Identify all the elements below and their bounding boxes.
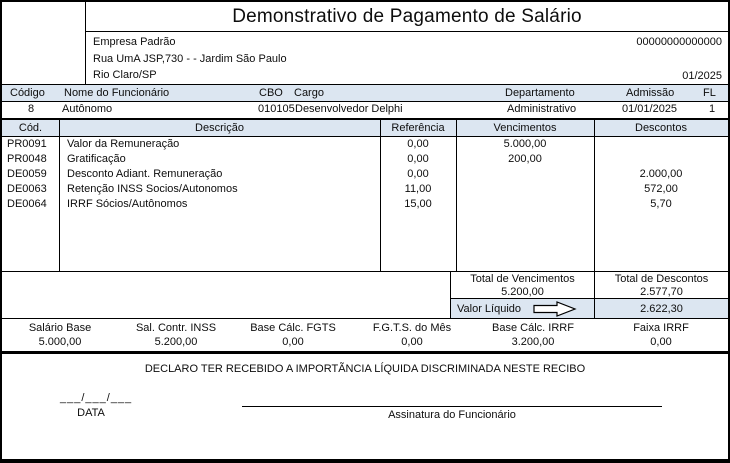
summary-label: Sal. Contr. INSS bbox=[135, 322, 217, 334]
summary-label: F.G.T.S. do Mês bbox=[372, 322, 452, 334]
item-earning bbox=[456, 182, 594, 197]
summary-value: 0,00 bbox=[401, 336, 423, 348]
employee-departamento: Administrativo bbox=[507, 103, 577, 115]
table-row bbox=[2, 167, 728, 182]
employee-fl: 1 bbox=[709, 103, 716, 115]
item-deduction bbox=[594, 152, 728, 167]
summary-label: Faixa IRRF bbox=[633, 322, 689, 334]
items-col-referencia: Referência bbox=[391, 122, 445, 134]
divider bbox=[456, 120, 457, 271]
col-label-departamento: Departamento bbox=[505, 87, 575, 99]
col-label-cargo: Cargo bbox=[294, 87, 324, 99]
item-code: PR0091 bbox=[7, 138, 47, 150]
right-arrow-icon bbox=[533, 301, 577, 317]
net-pay-label: Valor Líquido bbox=[457, 302, 522, 315]
total-deductions-value: 2.577,70 bbox=[640, 285, 683, 298]
divider bbox=[59, 120, 60, 271]
item-description: IRRF Sócios/Autônomos bbox=[67, 198, 188, 210]
items-col-cod: Cód. bbox=[18, 122, 43, 134]
col-label-fl: FL bbox=[703, 87, 716, 99]
company-name: Empresa Padrão bbox=[93, 36, 176, 48]
col-label-codigo: Código bbox=[10, 87, 45, 99]
employee-codigo: 8 bbox=[28, 103, 35, 115]
summary-label: Salário Base bbox=[28, 322, 92, 334]
item-reference: 15,00 bbox=[404, 198, 432, 210]
item-reference: 0,00 bbox=[407, 168, 429, 180]
declaration-section bbox=[2, 351, 728, 459]
signature-line bbox=[242, 406, 662, 407]
summary-value: 0,00 bbox=[650, 336, 672, 348]
item-deduction: 2.000,00 bbox=[639, 168, 683, 180]
items-table bbox=[2, 118, 728, 271]
item-earning: 200,00 bbox=[508, 153, 542, 165]
net-pay-row bbox=[450, 298, 728, 318]
item-code: DE0063 bbox=[7, 183, 47, 195]
bases-summary bbox=[2, 318, 728, 351]
employee-columns-header bbox=[2, 84, 728, 102]
table-row bbox=[2, 182, 728, 197]
totals-section bbox=[2, 271, 728, 318]
total-earnings-cell bbox=[451, 273, 594, 298]
divider bbox=[380, 120, 381, 271]
date-blank-field: ___/___/___ bbox=[60, 392, 133, 404]
total-deductions-label: Total de Descontos bbox=[614, 273, 709, 285]
item-earning bbox=[456, 167, 594, 182]
total-earnings-value: 5.200,00 bbox=[501, 285, 544, 298]
item-code: DE0064 bbox=[7, 198, 47, 210]
summary-value: 5.000,00 bbox=[38, 336, 82, 348]
summary-value: 0,00 bbox=[282, 336, 304, 348]
declaration-text: DECLARO TER RECEBIDO A IMPORTÃNCIA LÍQUIDA DISCRIMINADA NESTE RECIBO bbox=[144, 363, 586, 375]
total-deductions-cell bbox=[595, 273, 728, 298]
item-earning: 5.000,00 bbox=[503, 138, 547, 150]
item-description: Desconto Adiant. Remuneração bbox=[67, 168, 223, 180]
divider bbox=[594, 120, 595, 271]
signature-label: Assinatura do Funcionário bbox=[388, 409, 516, 421]
employee-row bbox=[2, 102, 728, 118]
reference-period: 01/2025 bbox=[682, 70, 722, 82]
divider bbox=[594, 272, 595, 318]
employee-cbo: 010105 bbox=[258, 103, 295, 115]
item-reference: 0,00 bbox=[407, 138, 429, 150]
item-deduction bbox=[594, 137, 728, 152]
summary-value: 5.200,00 bbox=[154, 336, 198, 348]
item-deduction: 572,00 bbox=[644, 183, 678, 195]
items-table-header bbox=[2, 120, 728, 137]
item-description: Gratificação bbox=[67, 153, 126, 165]
items-col-descontos: Descontos bbox=[635, 122, 687, 134]
item-reference: 0,00 bbox=[407, 153, 429, 165]
table-row bbox=[2, 197, 728, 212]
date-label: DATA bbox=[77, 407, 105, 419]
total-earnings-label: Total de Vencimentos bbox=[470, 273, 575, 285]
divider bbox=[450, 272, 451, 318]
table-row bbox=[2, 152, 728, 167]
net-pay-value: 2.622,30 bbox=[640, 302, 683, 315]
company-logo-placeholder bbox=[2, 2, 86, 84]
col-label-cbo: CBO bbox=[259, 87, 283, 99]
item-description: Valor da Remuneração bbox=[67, 138, 180, 150]
summary-label: Base Cálc. IRRF bbox=[492, 322, 574, 334]
summary-value: 3.200,00 bbox=[511, 336, 555, 348]
bases-summary-labels bbox=[2, 321, 728, 335]
item-earning bbox=[456, 197, 594, 212]
summary-label: Base Cálc. FGTS bbox=[250, 322, 336, 334]
company-document-number: 00000000000000 bbox=[636, 36, 722, 48]
item-description: Retenção INSS Socios/Autonomos bbox=[67, 183, 238, 195]
page-title: Demonstrativo de Pagamento de Salário bbox=[86, 2, 728, 32]
item-deduction: 5,70 bbox=[650, 198, 672, 210]
document-header bbox=[2, 2, 728, 84]
company-info bbox=[86, 32, 728, 84]
item-code: DE0059 bbox=[7, 168, 47, 180]
company-city: Rio Claro/SP bbox=[93, 69, 157, 81]
col-label-nome: Nome do Funcionário bbox=[64, 87, 170, 99]
item-reference: 11,00 bbox=[404, 183, 432, 195]
table-row bbox=[2, 137, 728, 152]
employee-nome: Autônomo bbox=[62, 103, 113, 115]
items-col-descricao: Descrição bbox=[195, 122, 244, 134]
items-col-vencimentos: Vencimentos bbox=[493, 122, 557, 134]
company-address: Rua UmA JSP,730 - - Jardim São Paulo bbox=[93, 52, 287, 65]
employee-cargo: Desenvolvedor Delphi bbox=[295, 103, 403, 115]
employee-admissao: 01/01/2025 bbox=[622, 103, 678, 115]
bases-summary-values bbox=[2, 335, 728, 349]
item-code: PR0048 bbox=[7, 153, 47, 165]
col-label-admissao: Admissão bbox=[626, 87, 675, 99]
